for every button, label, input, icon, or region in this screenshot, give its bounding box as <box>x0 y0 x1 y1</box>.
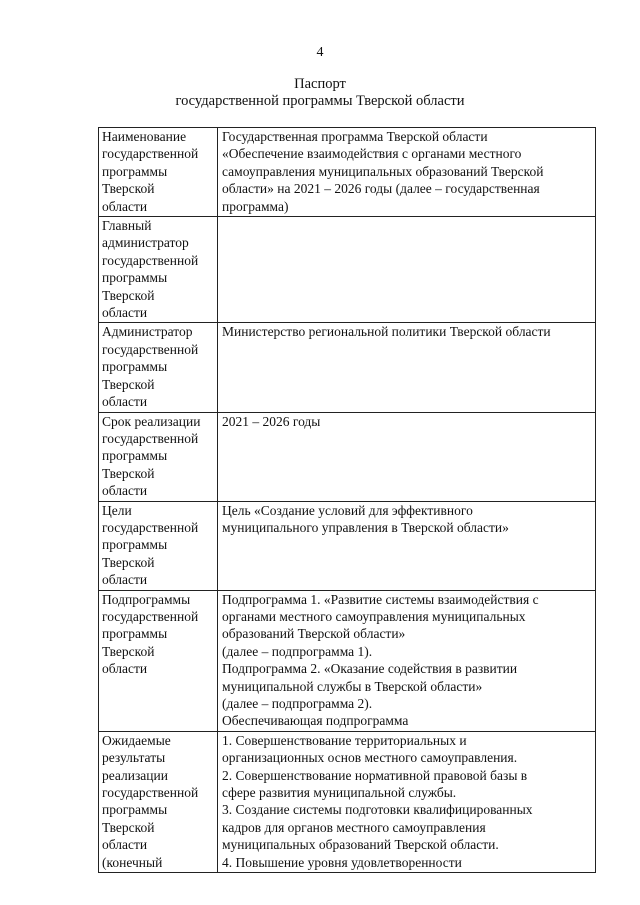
row-value-line: сфере развития муниципальной службы. <box>222 785 457 801</box>
row-label-cell <box>99 128 218 217</box>
row-value-line: Министерство региональной политики Тверской области <box>222 324 551 340</box>
row-label-line: государственной <box>102 341 199 357</box>
row-value-cell <box>218 323 596 412</box>
page-number: 4 <box>316 45 324 60</box>
row-label-line: Тверской <box>102 554 155 570</box>
row-label-line: области <box>102 394 148 410</box>
row-value-cell <box>218 501 596 590</box>
row-value-line: организационных основ местного самоуправления. <box>222 750 518 766</box>
row-label-line: программы <box>102 359 168 375</box>
row-label-line: государственной <box>102 146 199 162</box>
row-label-line: государственной <box>102 519 199 535</box>
row-label-cell <box>99 501 218 590</box>
row-label-line: государственной <box>102 430 199 446</box>
row-label-line: реализации <box>102 767 168 783</box>
row-label-line: программы <box>102 626 168 642</box>
row-value-line: «Обеспечение взаимодействия с органами местного <box>222 146 522 162</box>
row-value-line: самоуправления муниципальных образований Тверской <box>222 163 544 179</box>
row-value-line: муниципальных образований Тверской области. <box>222 837 499 853</box>
row-label-line: Ожидаемые <box>102 732 171 748</box>
row-label-line: Подпрограммы <box>102 591 191 607</box>
row-value-line: Государственная программа Тверской области <box>222 129 488 144</box>
row-value-line: органами местного самоуправления муниципальных <box>222 608 526 624</box>
row-value-line: Цель «Создание условий для эффективного <box>222 502 473 518</box>
row-label-line: программы <box>102 270 168 286</box>
row-label-line: государственной <box>102 608 199 624</box>
row-value-line: кадров для органов местного самоуправления <box>222 819 486 835</box>
row-label-line: области <box>102 305 148 321</box>
row-value-cell <box>218 128 596 217</box>
row-value-line: Подпрограмма 2. «Оказание содействия в развитии <box>222 661 518 677</box>
row-label-line: области <box>102 483 148 499</box>
row-label-line: государственной <box>102 785 199 801</box>
table-row <box>99 323 596 412</box>
row-label-line: Наименование <box>102 129 187 144</box>
title-line-2: государственной программы Тверской области <box>175 93 465 109</box>
row-value-line: (далее – подпрограмма 2). <box>222 696 373 711</box>
row-value-line: области» на 2021 – 2026 годы (далее – государственная <box>222 181 540 197</box>
row-label-line: Главный <box>102 218 152 234</box>
table-row <box>99 731 596 872</box>
row-label-line: Срок реализации <box>102 413 201 429</box>
row-label-line: администратор <box>102 235 189 251</box>
row-label-line: Тверской <box>102 376 155 392</box>
passport-table-body <box>99 128 596 873</box>
row-label-line: области <box>102 837 148 853</box>
row-label-line: области <box>102 572 148 588</box>
row-label-cell <box>99 412 218 501</box>
table-row <box>99 590 596 731</box>
row-value-line: (далее – подпрограмма 1). <box>222 643 373 659</box>
row-label-line: программы <box>102 448 168 464</box>
row-value-cell <box>218 217 596 323</box>
row-value-line: муниципальной службы в Тверской области» <box>222 678 483 694</box>
row-label-line: Тверской <box>102 287 155 303</box>
row-value-line: Обеспечивающая подпрограмма <box>222 713 409 729</box>
row-label-line: Тверской <box>102 643 155 659</box>
row-label-cell <box>99 731 218 872</box>
row-label-line: государственной <box>102 252 199 268</box>
passport-table <box>98 127 596 873</box>
row-label-line: (конечный <box>102 854 163 870</box>
row-label-cell <box>99 323 218 412</box>
row-value-line: Подпрограмма 1. «Развитие системы взаимодействия с <box>222 591 539 607</box>
row-value-cell <box>218 412 596 501</box>
table-row <box>99 217 596 323</box>
row-label-line: Тверской <box>102 181 155 197</box>
row-value-line: 3. Создание системы подготовки квалифицированных <box>222 802 533 818</box>
row-value-line: муниципального управления в Тверской области» <box>222 519 509 535</box>
row-label-line: программы <box>102 537 168 553</box>
row-label-line: программы <box>102 163 168 179</box>
document-title <box>0 76 640 110</box>
row-label-line: Цели <box>102 502 132 518</box>
table-row <box>99 501 596 590</box>
row-value-cell <box>218 590 596 731</box>
row-label-line: Тверской <box>102 819 155 835</box>
table-row <box>99 128 596 217</box>
row-label-line: области <box>102 198 148 214</box>
row-value-line: 2. Совершенствование нормативной правовой базы в <box>222 767 528 783</box>
row-label-line: области <box>102 661 148 677</box>
row-value-cell <box>218 731 596 872</box>
row-label-line: программы <box>102 802 168 818</box>
title-line-1: Паспорт <box>294 76 346 92</box>
row-value-line: 4. Повышение уровня удовлетворенности <box>222 854 462 870</box>
row-value-line: образований Тверской области» <box>222 626 406 642</box>
row-label-cell <box>99 217 218 323</box>
row-value-line: 2021 – 2026 годы <box>222 413 321 429</box>
row-label-line: результаты <box>102 750 166 766</box>
row-value-line: 1. Совершенствование территориальных и <box>222 732 467 748</box>
table-row <box>99 412 596 501</box>
row-label-line: Тверской <box>102 465 155 481</box>
row-value-line: программа) <box>222 198 289 214</box>
row-label-cell <box>99 590 218 731</box>
row-label-line: Администратор <box>102 324 193 340</box>
